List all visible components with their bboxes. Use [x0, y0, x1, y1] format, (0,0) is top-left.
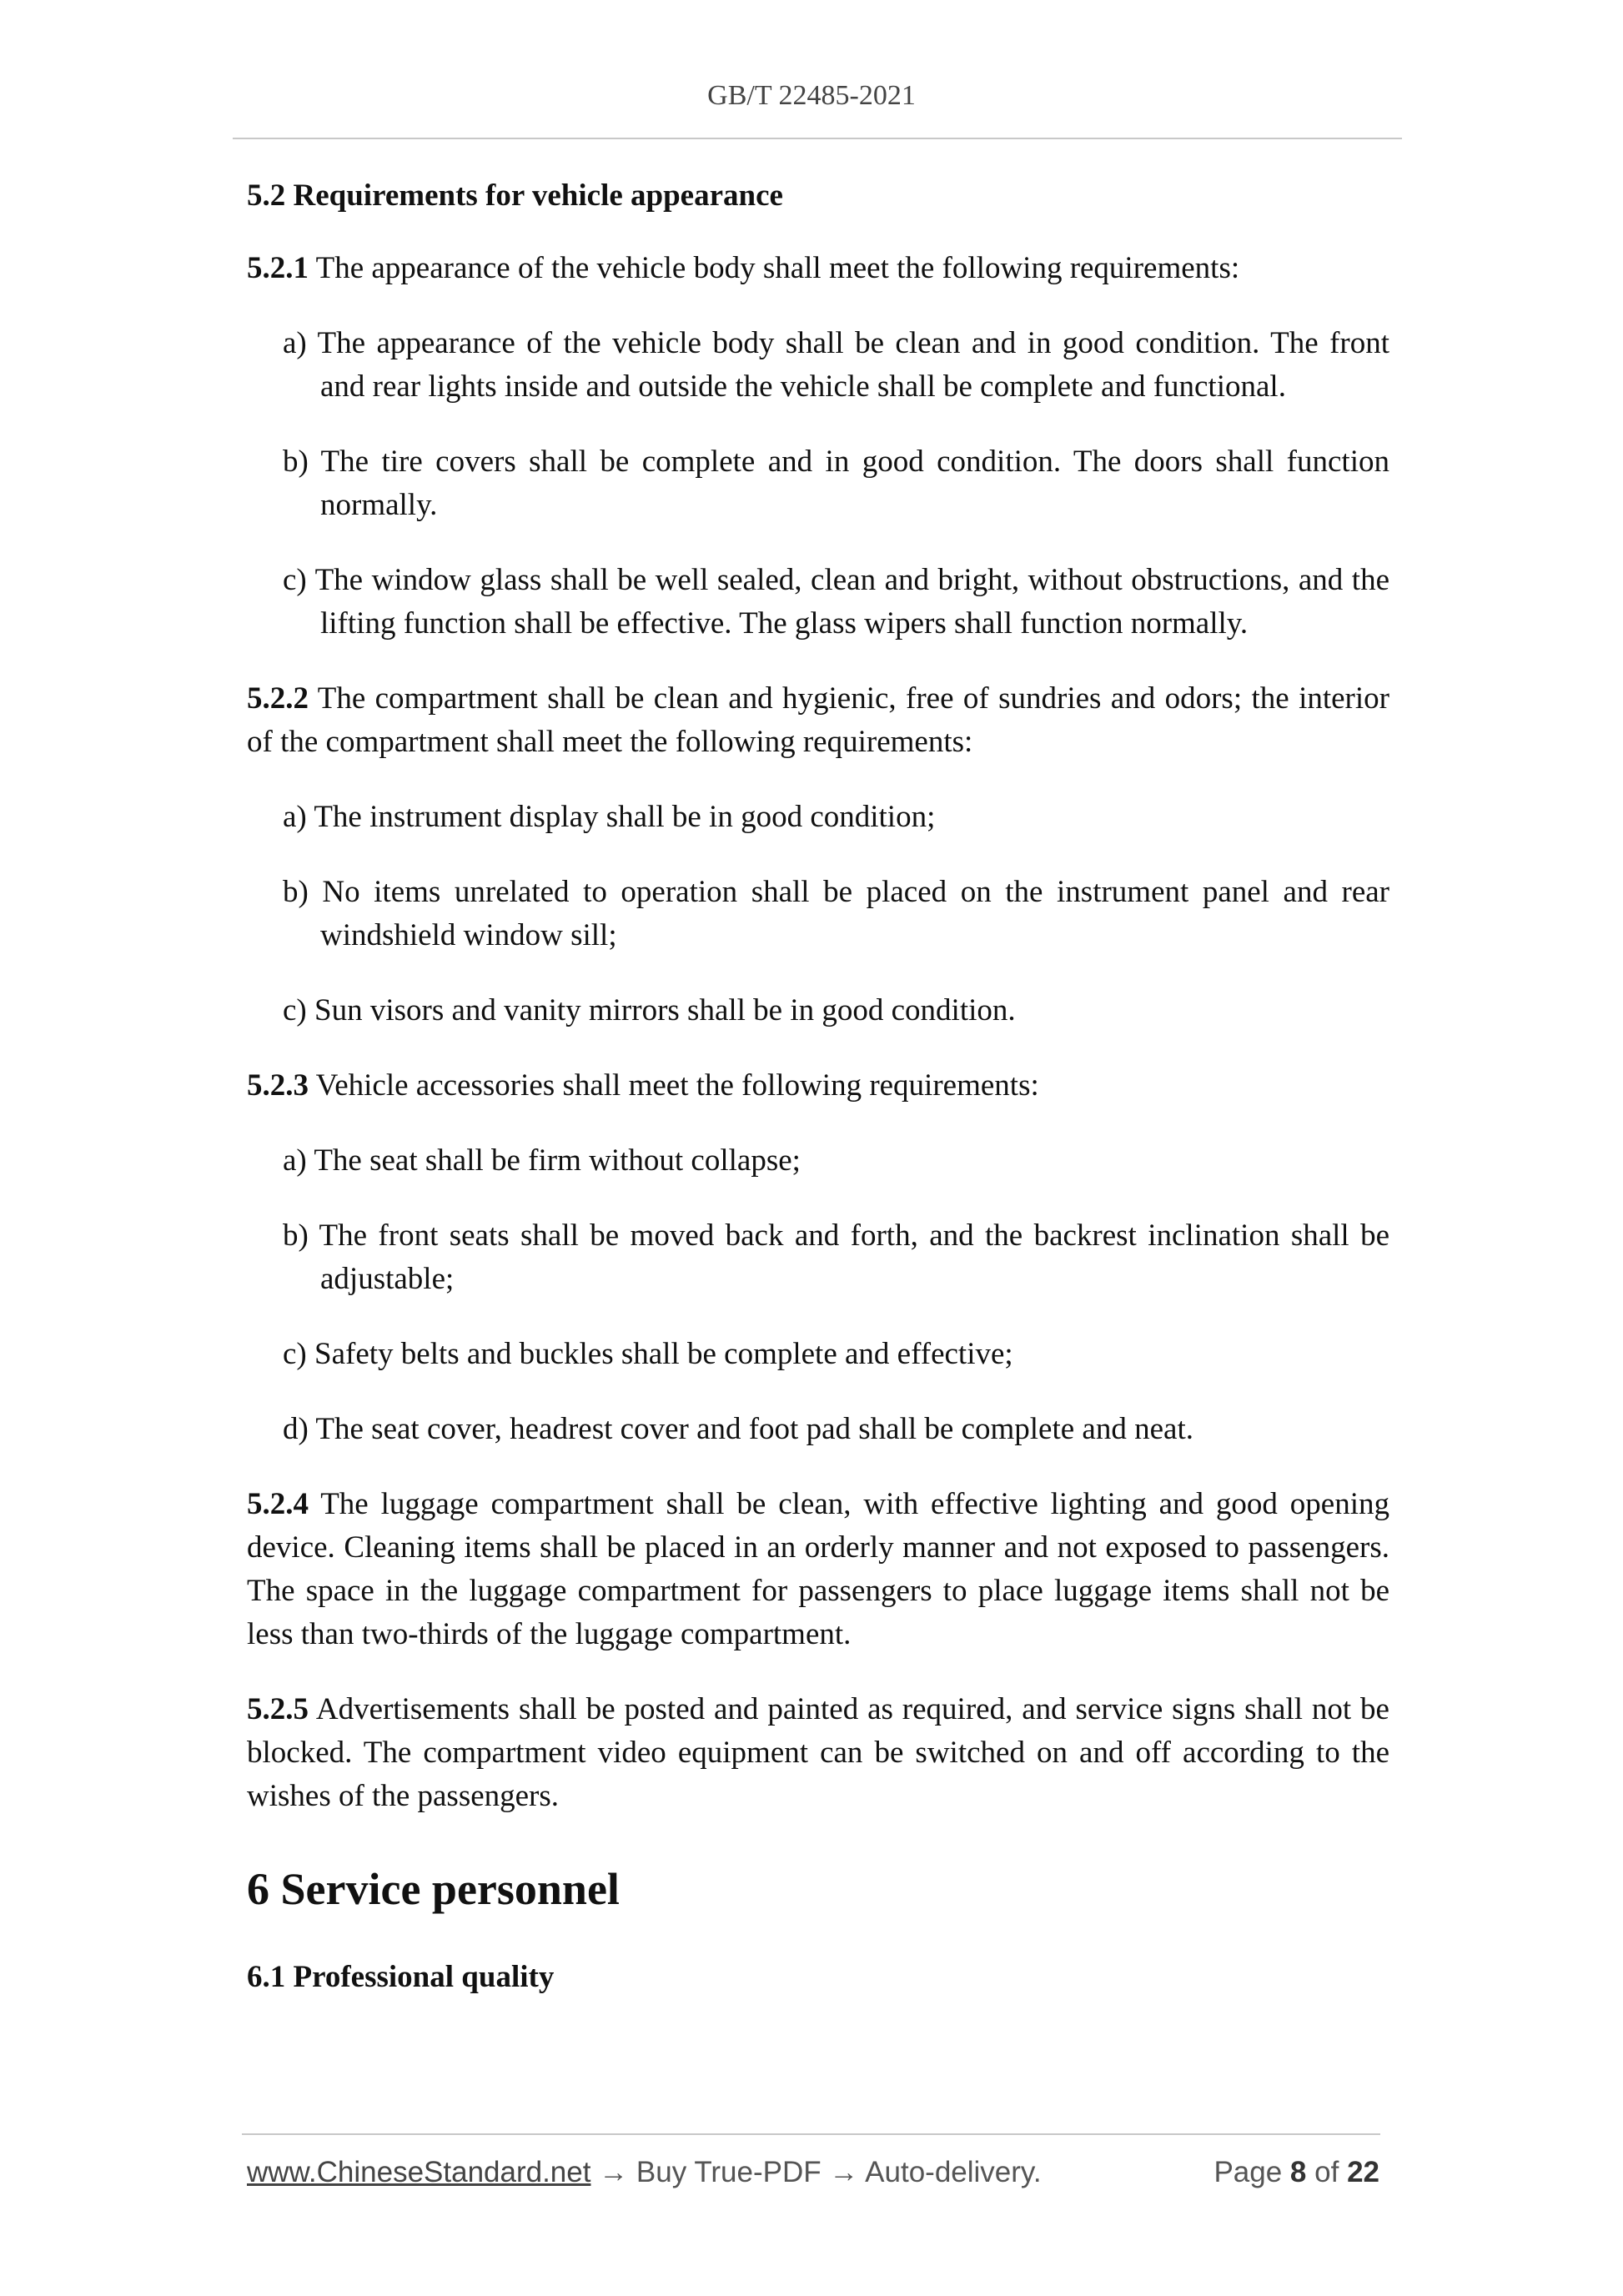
list-item: a) The appearance of the vehicle body shall be clean and in good condition. The front and rear lights inside and outside the vehicle shall be complete and functional. [283, 326, 1389, 404]
list-item: c) Safety belts and buckles shall be complete and effective; [283, 1337, 1013, 1371]
list-item: d) The seat cover, headrest cover and foot pad shall be complete and neat. [283, 1412, 1193, 1446]
list-item: c) Sun visors and vanity mirrors shall be in good condition. [283, 993, 1016, 1027]
page-total: 22 [1347, 2156, 1379, 2188]
clause-text: Advertisements shall be posted and painted as required, and service signs shall not be blocked. The compartment video equipment can be switched on and off according to the wishes of the passengers. [247, 1692, 1389, 1813]
clause-5-2-5 [247, 1688, 1389, 1818]
page-indicator [1213, 2156, 1379, 2189]
list-item: a) The seat shall be firm without collapse; [283, 1143, 801, 1178]
clause-text: Vehicle accessories shall meet the following requirements: [315, 1068, 1039, 1103]
document-code-header: GB/T 22485-2021 [707, 80, 916, 111]
footer-divider [242, 2133, 1380, 2135]
clause-number: 5.2.5 [247, 1692, 309, 1726]
clause-5-2-1 [247, 247, 1389, 290]
list-item: a) The instrument display shall be in good condition; [283, 800, 936, 834]
clause-text: The luggage compartment shall be clean, with effective lighting and good opening device. Cleaning items shall be placed in an orderly manner and not exposed to passengers. The space in the luggage compartment for passengers to place luggage items shall not be less than two-thirds of the luggage compartment. [247, 1487, 1389, 1651]
website-link[interactable]: www.ChineseStandard.net [247, 2156, 591, 2188]
footer-tagline: → Buy True-PDF → Auto-delivery. [590, 2156, 1042, 2188]
clause-number: 5.2.3 [247, 1068, 309, 1103]
list-item: b) The tire covers shall be complete and in good condition. The doors shall function normally. [283, 445, 1389, 522]
page-current: 8 [1289, 2156, 1307, 2188]
clause-5-2-3 [247, 1064, 1389, 1108]
clause-text: The appearance of the vehicle body shall meet the following requirements: [315, 251, 1240, 285]
clause-number: 5.2.2 [247, 681, 309, 716]
header-divider [233, 138, 1402, 139]
page-content [247, 175, 1389, 1998]
section-6-heading: 6 Service personnel [247, 1864, 620, 1914]
list-item: c) The window glass shall be well sealed, clean and bright, without obstructions, and the lifting function shall be effective. The glass wipers shall function normally. [283, 563, 1389, 641]
clause-number: 5.2.1 [247, 251, 309, 285]
page-of: of [1314, 2156, 1339, 2188]
clause-5-2-4 [247, 1483, 1389, 1656]
list-item: b) No items unrelated to operation shall be placed on the instrument panel and rear windshield window sill; [283, 875, 1389, 952]
page-label: Page [1213, 2156, 1283, 2188]
section-6-1-heading: 6.1 Professional quality [247, 1960, 555, 1994]
page-footer [247, 2156, 1379, 2189]
clause-5-2-2 [247, 677, 1389, 764]
clause-number: 5.2.4 [247, 1487, 309, 1521]
section-5-2-heading: 5.2 Requirements for vehicle appearance [247, 178, 783, 213]
clause-text: The compartment shall be clean and hygienic, free of sundries and odors; the interior of the compartment shall meet the following requirements: [247, 681, 1389, 759]
footer-promo [247, 2156, 1042, 2189]
list-item: b) The front seats shall be moved back and forth, and the backrest inclination shall be adjustable; [283, 1218, 1389, 1296]
